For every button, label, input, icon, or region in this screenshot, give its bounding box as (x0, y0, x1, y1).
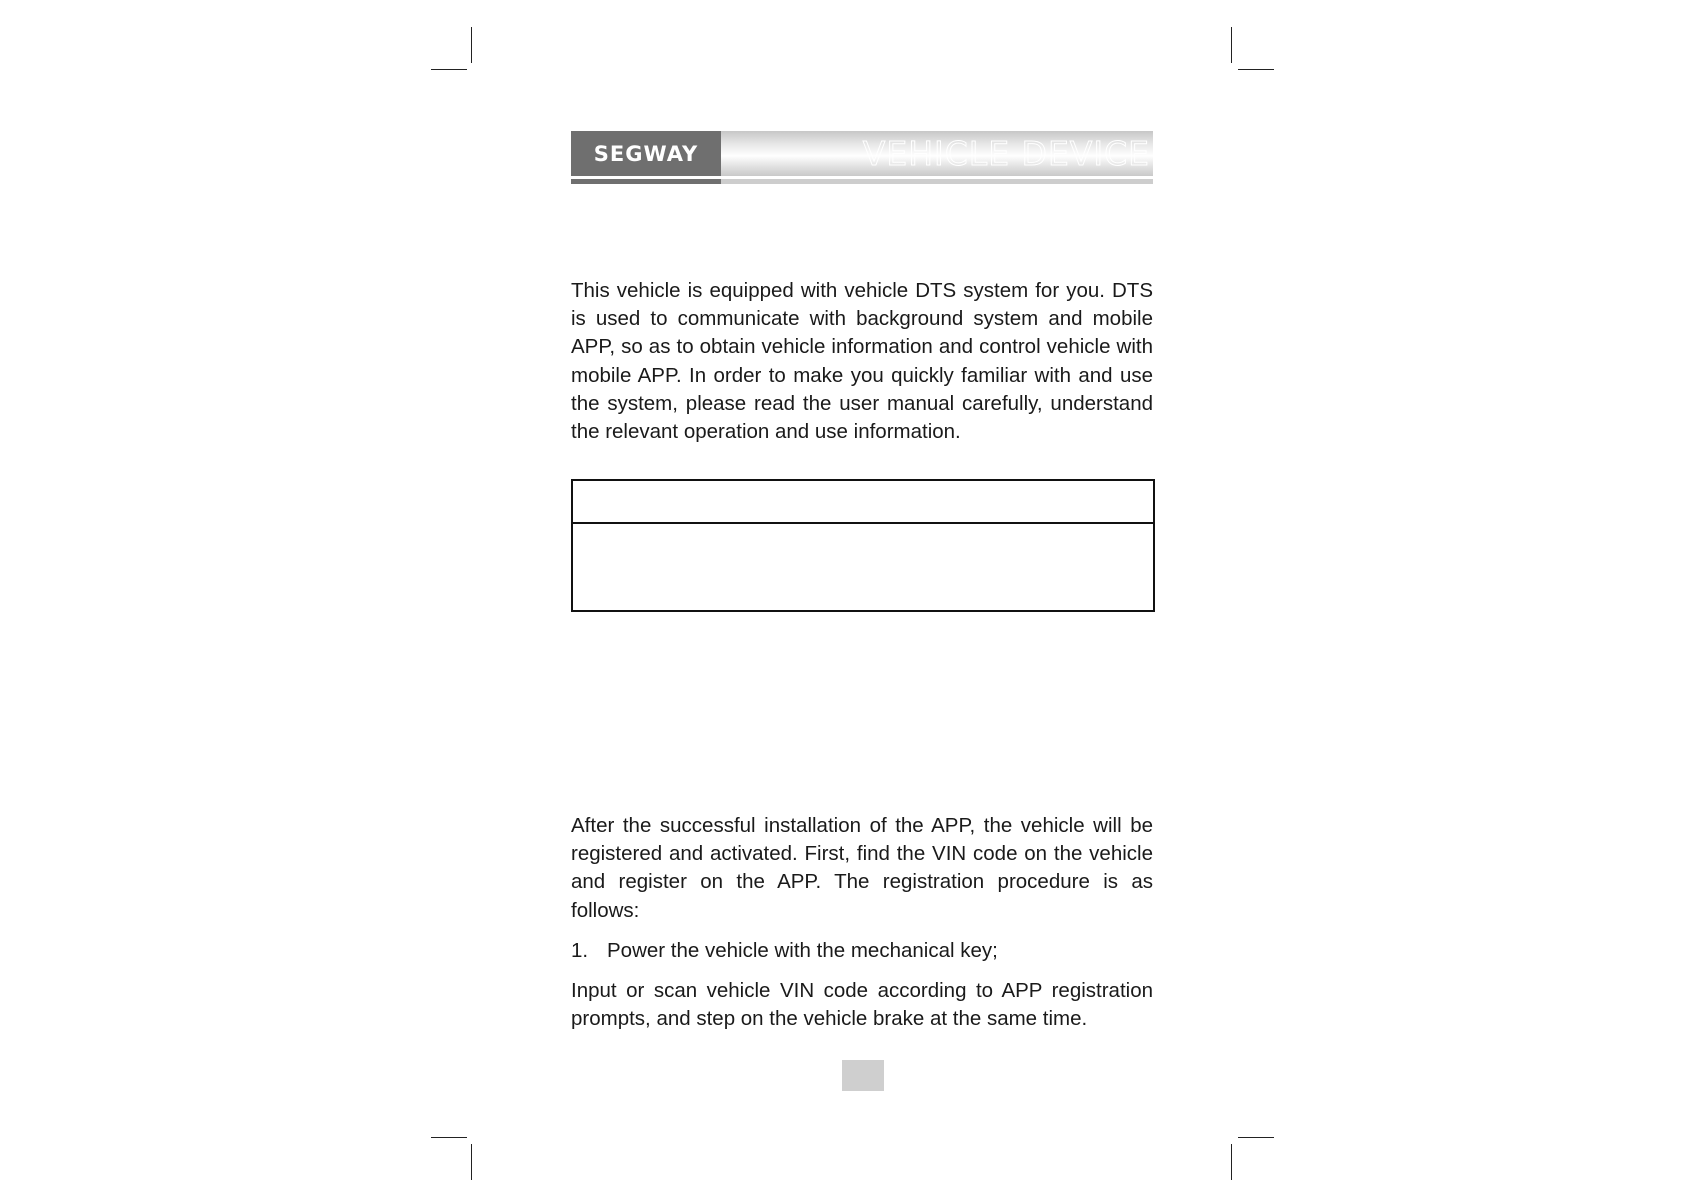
list-item-text: Power the vehicle with the mechanical key; (607, 939, 998, 962)
section-title: VEHICLE DEVICE (862, 134, 1150, 173)
crop-mark-bottom-left-horizontal (431, 1137, 467, 1138)
intro-paragraph: This vehicle is equipped with vehicle DTS system for you. DTS is used to communicate with background system and mobile APP, so as to obtain vehicle information and control vehicle with mobile APP. In order to make you quickly familiar with and use the system, please read the user manual carefully, understand the relevant operation and use information. (571, 279, 1153, 444)
logo-text: SEGWAY (593, 141, 699, 166)
page-number-block (842, 1060, 884, 1091)
crop-mark-top-left-vertical (471, 27, 472, 63)
segway-logo (571, 131, 721, 176)
crop-mark-top-right-horizontal (1238, 69, 1274, 70)
instruction-paragraph: Input or scan vehicle VIN code according to APP registration prompts, and step on the vehicle brake at the same time. (571, 979, 1153, 1031)
header-underline-light (721, 179, 1153, 184)
page-header (571, 131, 1153, 184)
list-item (571, 937, 1153, 965)
registration-paragraph: After the successful installation of the APP, the vehicle will be registered and activated. First, find the VIN code on the vehicle and register on the APP. The registration procedure is as follows: (571, 814, 1153, 922)
header-band (721, 131, 1153, 176)
crop-mark-top-right-vertical (1231, 27, 1232, 63)
crop-mark-top-left-horizontal (431, 69, 467, 70)
note-box (571, 479, 1155, 612)
header-underline-dark (571, 179, 721, 184)
crop-mark-bottom-left-vertical (471, 1144, 472, 1180)
crop-mark-bottom-right-vertical (1231, 1144, 1232, 1180)
note-box-divider (573, 522, 1153, 524)
list-item-number: 1. (571, 939, 589, 962)
crop-mark-bottom-right-horizontal (1238, 1137, 1274, 1138)
